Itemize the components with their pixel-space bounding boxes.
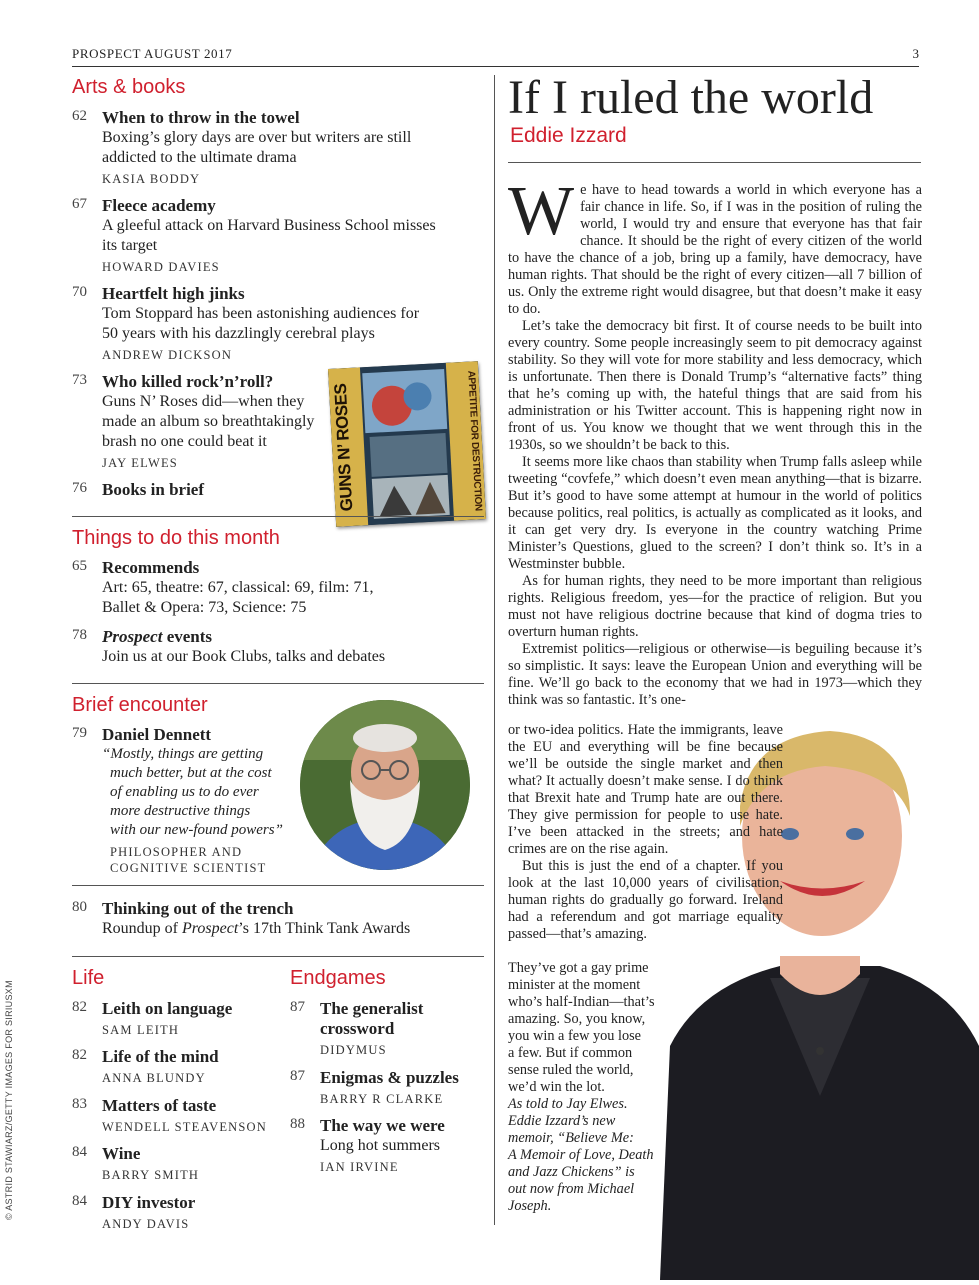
toc-entry[interactable] [72,284,472,364]
entry-title: Wine [102,1144,141,1163]
toc-entry[interactable] [72,108,472,188]
album-title: APPETITE FOR DESTRUCTION [465,369,484,511]
entry-page: 84 [72,1144,87,1160]
quote-line: more destructive things [110,803,251,819]
entry-title: The way we were [320,1116,445,1135]
entry-role: COGNITIVE SCIENTIST [110,861,267,875]
article-headline: If I ruled the world [508,71,874,124]
article-line: They’ve got a gay prime [508,960,649,976]
entry-title: Matters of taste [102,1096,217,1115]
article-line: a few. But if common [508,1045,633,1061]
entry-desc: Roundup of [102,920,182,937]
page-number: 3 [912,46,919,61]
article-paragraph: or two-idea politics. Hate the immigrants, leave the EU and everything will be fine because we’ll be outside the single market and then what? It actually doesn’t make sense. I do think that Brexit hate and Trump hate are out there. They give permission for people to use hate. I’ve been attacked in the streets; and hate crimes are on the rise again. [508,722,783,857]
toc-entry[interactable] [72,196,472,276]
drop-cap: W [508,173,575,250]
entry-desc: ’s 17th Think Tank Awards [238,920,411,937]
credit-line: Eddie Izzard’s new [508,1113,616,1129]
entry-author: SAM LEITH [102,1023,180,1037]
entry-title: Fleece academy [102,196,216,215]
album-band-name: GUNS N’ ROSES [330,383,357,512]
entry-page: 73 [72,372,87,388]
entry-title: Leith on language [102,999,233,1018]
album-cover-image [328,361,486,527]
entry-title: DIY investor [102,1193,196,1212]
entry-page: 87 [290,999,305,1015]
entry-desc: Boxing’s glory days are over but writers are still [102,129,412,146]
entry-page: 62 [72,108,87,124]
entry-title: Heartfelt high jinks [102,284,245,303]
entry-desc: made an album so breathtakingly [102,413,315,430]
entry-page: 80 [72,899,87,915]
quote-line: of enabling us to do ever [110,784,259,800]
entry-page: 82 [72,1047,87,1063]
entry-desc: 50 years with his dazzlingly cerebral plays [102,325,375,342]
entry-author: JAY ELWES [102,456,178,470]
entry-author: BARRY SMITH [102,1168,200,1182]
entry-title: Enigmas & puzzles [320,1068,459,1087]
section-things-to-do: Things to do this month [72,527,280,549]
entry-page: 70 [72,284,87,300]
toc-entry[interactable] [290,1116,480,1176]
credit-line: Joseph. [508,1198,552,1214]
toc-entry[interactable] [72,999,272,1039]
entry-desc: brash no one could beat it [102,433,267,450]
divider [72,885,484,886]
article-paragraph: But this is just the end of a chapter. If you look at the last 10,000 years of civilisation, human rights do gradually go forward. Ireland had a referendum and got marriage equality passed—that’s amazing. [508,858,783,942]
article-paragraph: It seems more like chaos than stability when Trump falls asleep while tweeting “covfefe,” which doesn’t even mean anything—that is bizarre. But it’s good to have some attempt at humour in the world of politics because politics, real politics, is actually as complicated as it looks, and it can get very dry. Is everyone in the country watching Prime Minister’s Questions, glued to the screen? I don’t think so. It’s in a Westminster bubble. [508,454,922,572]
entry-desc: Long hot summers [320,1137,440,1154]
entry-title: Who killed rock’n’roll? [102,372,274,391]
entry-page: 87 [290,1068,305,1084]
magazine-issue: PROSPECT AUGUST 2017 [72,46,233,61]
entry-desc: Tom Stoppard has been astonishing audiences for [102,305,420,322]
entry-author: WENDELL STEAVENSON [102,1120,267,1134]
divider [72,683,484,684]
article-line: minister at the moment [508,977,641,993]
headline-rule [508,162,921,163]
entry-page: 83 [72,1096,87,1112]
entry-page: 67 [72,196,87,212]
entry-title: The generalist [320,999,424,1018]
entry-desc: Guns N’ Roses did—when they [102,393,305,410]
photo-credit: © ASTRID STAWIARZ/GETTY IMAGES FOR SIRIUSXM [4,980,14,1220]
entry-desc: Art: 65, theatre: 67, classical: 69, film: 71, [102,579,374,596]
toc-entry[interactable] [72,1144,272,1184]
toc-entry[interactable] [290,1068,480,1108]
section-brief-encounter: Brief encounter [72,694,208,716]
section-life: Life [72,967,105,989]
article-narrow-column [508,960,678,1215]
toc-entry[interactable] [72,725,302,875]
entry-desc: its target [102,237,158,254]
entry-title: crossword [320,1019,395,1038]
quote-line: “Mostly, things are getting [102,746,264,762]
section-endgames: Endgames [290,967,386,989]
entry-author: HOWARD DAVIES [102,260,220,274]
portrait-illustration [300,700,470,870]
entry-title: Daniel Dennett [102,725,212,744]
column-divider [494,75,495,1225]
entry-title: When to throw in the towel [102,108,300,127]
article-line: who’s half-Indian—that’s [508,994,655,1010]
entry-page: 76 [72,480,87,496]
entry-author: ANDY DAVIS [102,1217,190,1231]
credit-line: As told to Jay Elwes. [508,1096,628,1112]
entry-title: events [162,627,213,646]
entry-desc: Ballet & Opera: 73, Science: 75 [102,599,307,616]
entry-desc: addicted to the ultimate drama [102,149,297,166]
entry-author: ANNA BLUNDY [102,1071,206,1085]
entry-author: DIDYMUS [320,1043,387,1057]
toc-entry[interactable] [72,1047,272,1087]
dennett-portrait [300,700,470,870]
toc-entry[interactable] [72,899,472,941]
toc-entry[interactable] [72,627,472,669]
quote-line: with our new-found powers” [110,822,283,838]
section-arts-books: Arts & books [72,76,186,98]
entry-title-italic: Prospect [102,627,163,646]
toc-entry[interactable] [72,372,342,472]
entry-title: Recommends [102,558,200,577]
entry-author: KASIA BODDY [102,172,201,186]
entry-page: 65 [72,558,87,574]
article-paragraph: As for human rights, they need to be more important than religious rights. Religious freedom, yes—for the practice of religion. But you must not have religious doctrine because that kind of dogma tries to overturn human rights. [508,573,922,640]
toc-entry[interactable] [72,1193,272,1233]
article-line: sense ruled the world, [508,1062,634,1078]
page-header [72,44,919,67]
entry-title: Books in brief [102,480,205,499]
quote-line: much better, but at the cost [110,765,272,781]
entry-author: BARRY R CLARKE [320,1092,444,1106]
article-paragraph: e have to head towards a world in which everyone has a fair chance in life. So, if I was in the position of ruling the world, I would try and ensure that everyone has that fair chance. It should be the right of every citizen of the world to have the chance of a job, bring up a family, have democracy, have human rights. That should be the right of every citizen—all 7 billion of us. Only the extreme right would disagree, but that doesn’t make it easy to do. [508,182,922,317]
credit-line: A Memoir of Love, Death [508,1147,654,1163]
credit-line: and Jazz Chickens” is [508,1164,635,1180]
toc-entry[interactable] [72,480,322,502]
article-body [508,173,922,709]
article-byline: Eddie Izzard [510,124,627,147]
entry-page: 88 [290,1116,305,1132]
entry-title: Life of the mind [102,1047,219,1066]
credit-line: memoir, “Believe Me: [508,1130,634,1146]
entry-page: 78 [72,627,87,643]
toc-entry[interactable] [72,558,472,620]
entry-author: IAN IRVINE [320,1160,399,1174]
entry-author: ANDREW DICKSON [102,348,233,362]
divider [72,516,484,517]
credit-line: out now from Michael [508,1181,635,1197]
article-line: you win a few you lose [508,1028,642,1044]
toc-entry[interactable] [72,1096,272,1136]
entry-title: Thinking out of the trench [102,899,294,918]
article-paragraph: Extremist politics—religious or otherwise—is beguiling because it’s so simplistic. It says: leave the European Union and everything will be fine. We’ll go back to the economy that we had in 1973—which they think was so fantastic. It’s one- [508,641,922,708]
divider [72,956,484,957]
entry-desc-italic: Prospect [182,920,239,937]
article-line: we’d win the lot. [508,1079,605,1095]
article-line: amazing. So, you know, [508,1011,646,1027]
entry-desc: A gleeful attack on Harvard Business School misses [102,217,436,234]
article-credit [508,1096,678,1215]
entry-role: PHILOSOPHER AND [110,845,243,859]
entry-page: 79 [72,725,87,741]
entry-page: 84 [72,1193,87,1209]
article-paragraph: Let’s take the democracy bit first. It of course needs to be built into every country. Some people increasingly seem to pit democracy against stability. So they will vote for more stability and less democracy, which is unfortunate. Then there is Donald Trump’s “alternative facts” thing that he’s coming up with, the hateful things that are said from his administration or his Twitter account. This is happening right now in front of us. You know we thought that we went through this in the 1930s, so we shouldn’t be back to this. [508,318,922,453]
entry-page: 82 [72,999,87,1015]
article-body-lower [508,722,783,943]
entry-desc: Join us at our Book Clubs, talks and debates [102,648,386,665]
toc-entry[interactable] [290,999,480,1059]
